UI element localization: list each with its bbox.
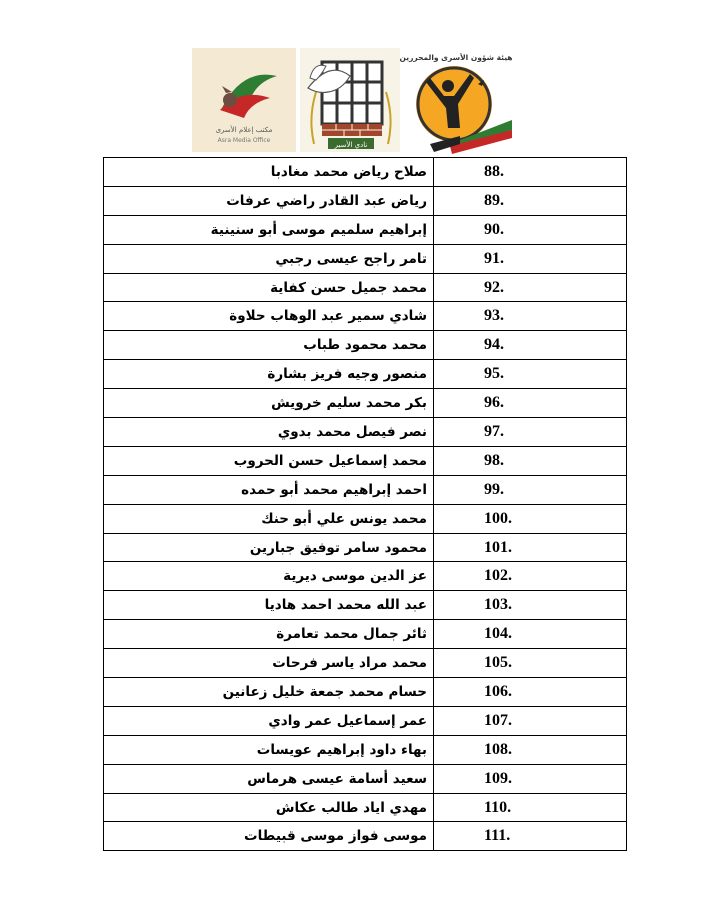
prisoner-name: محمد يونس علي أبو حنك (104, 504, 434, 533)
table-row (104, 793, 627, 822)
table-row (104, 533, 627, 562)
table-row (104, 475, 627, 504)
prisoner-name: محمد محمود طباب (104, 331, 434, 360)
row-number-cell (434, 331, 627, 360)
table-row (104, 158, 627, 187)
row-number: 108. (484, 740, 512, 758)
table-row (104, 706, 627, 735)
table-row (104, 504, 627, 533)
table-body (104, 158, 627, 851)
table-row (104, 389, 627, 418)
prisoner-name: عز الدين موسى ديرية (104, 562, 434, 591)
row-number-cell (434, 158, 627, 187)
club-logo-text: نادي الأسير (334, 141, 368, 149)
row-number-cell (434, 620, 627, 649)
table-row (104, 273, 627, 302)
row-number-cell (434, 591, 627, 620)
row-number: 99. (484, 480, 504, 498)
asra-media-office-logo (192, 48, 296, 152)
prisoner-name: عمر إسماعيل عمر وادي (104, 706, 434, 735)
row-number-cell (434, 273, 627, 302)
row-number: 105. (484, 654, 512, 672)
row-number-cell (434, 822, 627, 851)
row-number: 106. (484, 682, 512, 700)
media-logo-arabic: مكتب إعلام الأسرى (215, 126, 273, 134)
prisoner-name: بكر محمد سليم خرويش (104, 389, 434, 418)
row-number-cell (434, 649, 627, 678)
prisoner-name: موسى فواز موسى قبيطات (104, 822, 434, 851)
prisoner-name: صلاح رياض محمد مغادبا (104, 158, 434, 187)
media-logo-english: Asra Media Office (217, 137, 271, 144)
row-number: 92. (484, 278, 504, 296)
prisoner-name: إبراهيم سلميم موسى أبو سنينية (104, 215, 434, 244)
row-number-cell (434, 475, 627, 504)
table-row (104, 678, 627, 707)
prisoners-commission-logo (400, 48, 512, 154)
row-number-cell (434, 764, 627, 793)
table-row (104, 418, 627, 447)
prisoner-name: سعيد أسامة عيسى هرماس (104, 764, 434, 793)
row-number: 109. (484, 769, 512, 787)
row-number-cell (434, 793, 627, 822)
prisoner-name: احمد إبراهيم محمد أبو حمده (104, 475, 434, 504)
row-number: 100. (484, 509, 512, 527)
table-row (104, 244, 627, 273)
row-number: 98. (484, 451, 504, 469)
row-number: 107. (484, 711, 512, 729)
row-number: 111. (484, 827, 511, 845)
row-number-cell (434, 418, 627, 447)
row-number: 101. (484, 538, 512, 556)
prisoners-club-logo (300, 48, 400, 152)
row-number-cell (434, 706, 627, 735)
prisoner-name: محمد جميل حسن كفاية (104, 273, 434, 302)
prisoner-name: تامر راجح عيسى رجبي (104, 244, 434, 273)
row-number: 90. (484, 220, 504, 238)
row-number: 93. (484, 307, 504, 325)
row-number-cell (434, 533, 627, 562)
table-row (104, 302, 627, 331)
row-number: 88. (484, 162, 504, 180)
row-number-cell (434, 360, 627, 389)
prisoner-name: عبد الله محمد احمد هاديا (104, 591, 434, 620)
prisoners-table (103, 157, 627, 851)
table-row (104, 331, 627, 360)
row-number-cell (434, 678, 627, 707)
table-row (104, 649, 627, 678)
table-row (104, 735, 627, 764)
prisoner-name: رياض عبد القادر راضي عرفات (104, 186, 434, 215)
table-row (104, 186, 627, 215)
row-number-cell (434, 186, 627, 215)
prisoner-name: مهدي اياد طالب عكاش (104, 793, 434, 822)
row-number: 103. (484, 596, 512, 614)
prisoner-name: حسام محمد جمعة خليل زعانين (104, 678, 434, 707)
row-number: 104. (484, 625, 512, 643)
row-number-cell (434, 446, 627, 475)
prisoner-name: بهاء داود إبراهيم عويسات (104, 735, 434, 764)
row-number-cell (434, 244, 627, 273)
table-row (104, 360, 627, 389)
row-number-cell (434, 504, 627, 533)
prisoner-name: شادي سمير عبد الوهاب حلاوة (104, 302, 434, 331)
row-number: 95. (484, 365, 504, 383)
prisoner-name: ثائر جمال محمد تعامرة (104, 620, 434, 649)
row-number-cell (434, 215, 627, 244)
prisoner-name: محمود سامر توفيق جبارين (104, 533, 434, 562)
row-number: 96. (484, 394, 504, 412)
prisoner-name: محمد إسماعيل حسن الحروب (104, 446, 434, 475)
table-row (104, 620, 627, 649)
row-number: 89. (484, 191, 504, 209)
row-number: 110. (484, 798, 512, 816)
row-number: 97. (484, 422, 504, 440)
prisoner-name: نصر فيصل محمد بدوي (104, 418, 434, 447)
prisoner-name: محمد مراد ياسر فرحات (104, 649, 434, 678)
table-row (104, 764, 627, 793)
header-logos (192, 48, 512, 158)
table-row (104, 562, 627, 591)
table-row (104, 591, 627, 620)
row-number-cell (434, 562, 627, 591)
row-number: 91. (484, 249, 504, 267)
table-row (104, 215, 627, 244)
row-number: 94. (484, 336, 504, 354)
row-number: 102. (484, 567, 512, 585)
row-number-cell (434, 389, 627, 418)
table-row (104, 822, 627, 851)
prisoner-name: منصور وجيه فريز بشارة (104, 360, 434, 389)
row-number-cell (434, 735, 627, 764)
commission-logo-text: هيئة شؤون الأسرى والمحررين (400, 53, 512, 62)
row-number-cell (434, 302, 627, 331)
table-row (104, 446, 627, 475)
